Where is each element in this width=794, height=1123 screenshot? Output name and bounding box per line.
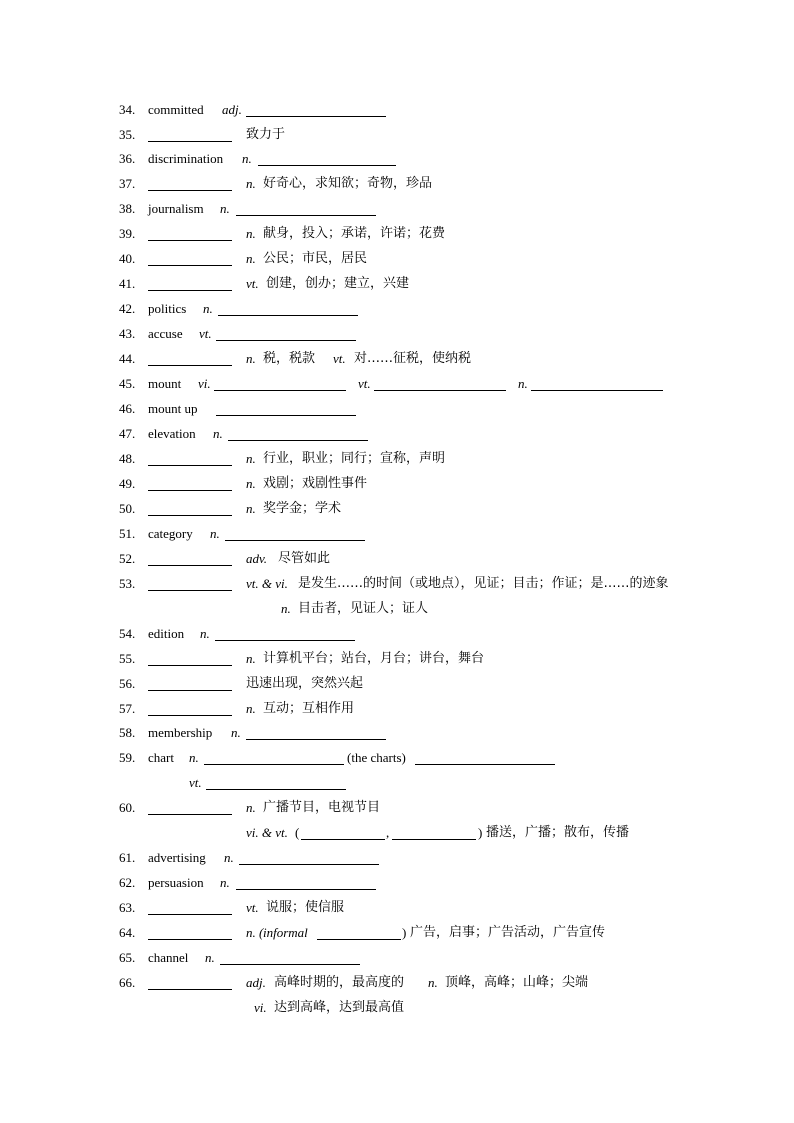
entry-word: chart bbox=[148, 750, 174, 765]
entry-number: 39. bbox=[119, 226, 136, 241]
answer-blank[interactable] bbox=[148, 651, 232, 666]
entry-word: advertising bbox=[148, 850, 206, 865]
entry-number: 37. bbox=[119, 176, 136, 191]
entry-pos: n. bbox=[205, 950, 215, 965]
entry-pos: n. bbox=[231, 725, 241, 740]
entry-word: mount up bbox=[148, 401, 198, 416]
entry-number: 47. bbox=[119, 426, 136, 441]
entry-number: 44. bbox=[119, 351, 136, 366]
answer-blank[interactable] bbox=[148, 676, 232, 691]
answer-blank[interactable] bbox=[148, 176, 232, 191]
answer-blank[interactable] bbox=[218, 301, 358, 316]
entry-definition: 互动；互相作用 bbox=[263, 701, 355, 716]
entry-word: journalism bbox=[148, 201, 204, 216]
entry-pos: n. bbox=[246, 176, 256, 191]
entry-42 bbox=[0, 298, 794, 320]
entry-number: 53. bbox=[119, 576, 136, 591]
entry-43 bbox=[0, 323, 794, 345]
entry-number: 60. bbox=[119, 800, 136, 815]
answer-blank[interactable] bbox=[216, 401, 356, 416]
entry-definition: 税，税款 bbox=[263, 351, 316, 366]
entry-53 bbox=[0, 573, 794, 595]
answer-blank[interactable] bbox=[206, 775, 346, 790]
answer-blank[interactable] bbox=[392, 825, 476, 840]
entry-word: mount bbox=[148, 376, 182, 391]
entry-number: 36. bbox=[119, 151, 136, 166]
entry-34 bbox=[0, 99, 794, 121]
comma: , bbox=[386, 825, 390, 840]
answer-blank[interactable] bbox=[236, 201, 376, 216]
entry-definition: 达到高峰，达到最高值 bbox=[274, 1000, 405, 1015]
entry-pos: vt. & vi. bbox=[246, 576, 288, 591]
entry-number: 50. bbox=[119, 501, 136, 516]
entry-word: category bbox=[148, 526, 193, 541]
entry-definition: 广播节目，电视节目 bbox=[263, 800, 381, 815]
entry-definition: 创建，创办；建立，兴建 bbox=[266, 276, 410, 291]
entry-word: persuasion bbox=[148, 875, 204, 890]
entry-48 bbox=[0, 448, 794, 470]
entry-pos: n. bbox=[224, 850, 234, 865]
entry-53-continued bbox=[0, 598, 794, 620]
entry-pos: vt. bbox=[333, 351, 346, 366]
entry-46 bbox=[0, 398, 794, 420]
entry-49 bbox=[0, 473, 794, 495]
entry-definition: 是发生……的时间（或地点），见证；目击；作证；是……的迹象 bbox=[298, 576, 669, 591]
entry-definition: 好奇心，求知欲；奇物，珍品 bbox=[263, 176, 433, 191]
entry-50 bbox=[0, 498, 794, 520]
close-paren: ) bbox=[478, 825, 483, 840]
entry-39 bbox=[0, 223, 794, 245]
entry-35 bbox=[0, 124, 794, 146]
open-paren: ( bbox=[295, 825, 300, 840]
entry-word: elevation bbox=[148, 426, 196, 441]
entry-pos: n. bbox=[518, 376, 528, 391]
entry-59 bbox=[0, 747, 794, 769]
entry-number: 64. bbox=[119, 925, 136, 940]
entry-number: 46. bbox=[119, 401, 136, 416]
entry-54 bbox=[0, 623, 794, 645]
answer-blank[interactable] bbox=[374, 376, 506, 391]
entry-number: 56. bbox=[119, 676, 136, 691]
entry-60 bbox=[0, 797, 794, 819]
entry-pos: n. bbox=[246, 800, 256, 815]
entry-pos: n. bbox=[246, 701, 256, 716]
entry-41 bbox=[0, 273, 794, 295]
entry-number: 59. bbox=[119, 750, 136, 765]
answer-blank[interactable] bbox=[148, 701, 232, 716]
answer-blank[interactable] bbox=[415, 750, 555, 765]
entry-pos: n. bbox=[213, 426, 223, 441]
entry-pos: n. bbox=[220, 875, 230, 890]
entry-pos: n. bbox=[246, 226, 256, 241]
entry-pos: adj. bbox=[246, 975, 266, 990]
entry-number: 51. bbox=[119, 526, 136, 541]
entry-number: 61. bbox=[119, 850, 136, 865]
entry-word: discrimination bbox=[148, 151, 224, 166]
answer-blank[interactable] bbox=[148, 576, 232, 591]
entry-64 bbox=[0, 922, 794, 944]
entry-phrase: (the charts) bbox=[347, 750, 406, 765]
entry-pos: vt. bbox=[189, 775, 202, 790]
entry-pos: n. bbox=[246, 451, 256, 466]
entry-number: 34. bbox=[119, 102, 136, 117]
entry-pos: vi. bbox=[198, 376, 211, 391]
entry-58 bbox=[0, 722, 794, 744]
entry-36 bbox=[0, 148, 794, 170]
answer-blank[interactable] bbox=[239, 850, 379, 865]
entry-66-continued bbox=[0, 997, 794, 1019]
entry-59-continued bbox=[0, 772, 794, 794]
answer-blank[interactable] bbox=[258, 151, 396, 166]
entry-definition: 高峰时期的，最高度的 bbox=[274, 975, 405, 990]
answer-blank[interactable] bbox=[236, 875, 376, 890]
entry-number: 49. bbox=[119, 476, 136, 491]
answer-blank[interactable] bbox=[148, 251, 232, 266]
entry-word: committed bbox=[148, 102, 204, 117]
entry-pos: n. bbox=[246, 476, 256, 491]
entry-60-continued bbox=[0, 822, 794, 844]
entry-number: 58. bbox=[119, 725, 136, 740]
entry-pos: n. bbox=[246, 501, 256, 516]
answer-blank[interactable] bbox=[148, 975, 232, 990]
answer-blank[interactable] bbox=[148, 800, 232, 815]
answer-blank[interactable] bbox=[204, 750, 344, 765]
entry-definition: 播送，广播；散布，传播 bbox=[486, 825, 630, 840]
entry-number: 48. bbox=[119, 451, 136, 466]
entry-number: 57. bbox=[119, 701, 136, 716]
entry-pos: n. bbox=[200, 626, 210, 641]
answer-blank[interactable] bbox=[148, 551, 232, 566]
entry-pos: n. bbox=[220, 201, 230, 216]
answer-blank[interactable] bbox=[215, 626, 355, 641]
entry-pos: n. bbox=[203, 301, 213, 316]
answer-blank[interactable] bbox=[148, 351, 232, 366]
entry-number: 62. bbox=[119, 875, 136, 890]
entry-definition: 致力于 bbox=[246, 127, 286, 142]
entry-pos: n. bbox=[189, 750, 199, 765]
entry-number: 65. bbox=[119, 950, 136, 965]
entry-definition: 行业，职业；同行；宣称，声明 bbox=[263, 451, 446, 466]
close-paren: ) bbox=[402, 925, 407, 940]
entry-definition: 迅速出现，突然兴起 bbox=[246, 676, 364, 691]
answer-blank[interactable] bbox=[225, 526, 365, 541]
entry-pos: vt. bbox=[358, 376, 371, 391]
entry-number: 35. bbox=[119, 127, 136, 142]
answer-blank[interactable] bbox=[148, 501, 232, 516]
entry-47 bbox=[0, 423, 794, 445]
entry-pos: n. bbox=[246, 351, 256, 366]
answer-blank[interactable] bbox=[148, 900, 232, 915]
entry-66 bbox=[0, 972, 794, 994]
answer-blank[interactable] bbox=[301, 825, 385, 840]
entry-definition: 尽管如此 bbox=[278, 551, 331, 566]
answer-blank[interactable] bbox=[148, 276, 232, 291]
entry-pos: n. bbox=[281, 601, 291, 616]
entry-57 bbox=[0, 698, 794, 720]
entry-definition: 对……征税，使纳税 bbox=[354, 351, 472, 366]
entry-pos: n. bbox=[242, 151, 252, 166]
answer-blank[interactable] bbox=[148, 226, 232, 241]
entry-register: informal bbox=[263, 925, 308, 940]
entry-word: politics bbox=[148, 301, 187, 316]
entry-definition: 目击者，见证人；证人 bbox=[298, 601, 429, 616]
entry-pos: adj. bbox=[222, 102, 242, 117]
answer-blank[interactable] bbox=[531, 376, 663, 391]
entry-definition: 说服；使信服 bbox=[266, 900, 345, 915]
entry-63 bbox=[0, 897, 794, 919]
entry-definition: 计算机平台；站台，月台；讲台，舞台 bbox=[263, 651, 485, 666]
entry-38 bbox=[0, 198, 794, 220]
entry-number: 55. bbox=[119, 651, 136, 666]
answer-blank[interactable] bbox=[214, 376, 346, 391]
entry-pos: n. bbox=[210, 526, 220, 541]
entry-number: 43. bbox=[119, 326, 136, 341]
answer-blank[interactable] bbox=[317, 925, 401, 940]
entry-56 bbox=[0, 673, 794, 695]
entry-45 bbox=[0, 373, 794, 395]
entry-pos: n. bbox=[246, 251, 256, 266]
entry-44 bbox=[0, 348, 794, 370]
entry-37 bbox=[0, 173, 794, 195]
entry-definition: 顶峰，高峰；山峰；尖端 bbox=[445, 975, 589, 990]
answer-blank[interactable] bbox=[148, 925, 232, 940]
answer-blank[interactable] bbox=[228, 426, 368, 441]
entry-number: 63. bbox=[119, 900, 136, 915]
answer-blank[interactable] bbox=[246, 102, 386, 117]
entry-number: 66. bbox=[119, 975, 136, 990]
entry-51 bbox=[0, 523, 794, 545]
entry-40 bbox=[0, 248, 794, 270]
entry-number: 54. bbox=[119, 626, 136, 641]
entry-number: 40. bbox=[119, 251, 136, 266]
entry-definition: 公民；市民，居民 bbox=[263, 251, 368, 266]
entry-definition: 献身，投入；承诺，许诺；花费 bbox=[263, 226, 446, 241]
entry-62 bbox=[0, 872, 794, 894]
answer-blank[interactable] bbox=[148, 476, 232, 491]
entry-word: membership bbox=[148, 725, 213, 740]
entry-number: 38. bbox=[119, 201, 136, 216]
entry-pos: vt. bbox=[246, 900, 259, 915]
entry-word: accuse bbox=[148, 326, 183, 341]
entry-word: edition bbox=[148, 626, 185, 641]
entry-pos: vt. bbox=[246, 276, 259, 291]
entry-word: channel bbox=[148, 950, 189, 965]
entry-61 bbox=[0, 847, 794, 869]
entry-number: 45. bbox=[119, 376, 136, 391]
entry-number: 41. bbox=[119, 276, 136, 291]
entry-pos: adv. bbox=[246, 551, 268, 566]
entry-55 bbox=[0, 648, 794, 670]
entry-pos: n. bbox=[428, 975, 438, 990]
entry-pos: vt. bbox=[199, 326, 212, 341]
answer-blank[interactable] bbox=[148, 127, 232, 142]
entry-pos: n. bbox=[246, 651, 256, 666]
entry-definition: 奖学金；学术 bbox=[263, 501, 342, 516]
entry-52 bbox=[0, 548, 794, 570]
entry-number: 42. bbox=[119, 301, 136, 316]
answer-blank[interactable] bbox=[148, 451, 232, 466]
entry-pos: vi. bbox=[254, 1000, 267, 1015]
entry-pos: vi. & vt. bbox=[246, 825, 288, 840]
entry-number: 52. bbox=[119, 551, 136, 566]
entry-pos: n. ( bbox=[246, 925, 264, 940]
entry-definition: 广告，启事；广告活动，广告宣传 bbox=[410, 925, 606, 940]
entry-definition: 戏剧；戏剧性事件 bbox=[263, 476, 368, 491]
entry-65 bbox=[0, 947, 794, 969]
answer-blank[interactable] bbox=[246, 725, 386, 740]
answer-blank[interactable] bbox=[216, 326, 356, 341]
answer-blank[interactable] bbox=[220, 950, 360, 965]
